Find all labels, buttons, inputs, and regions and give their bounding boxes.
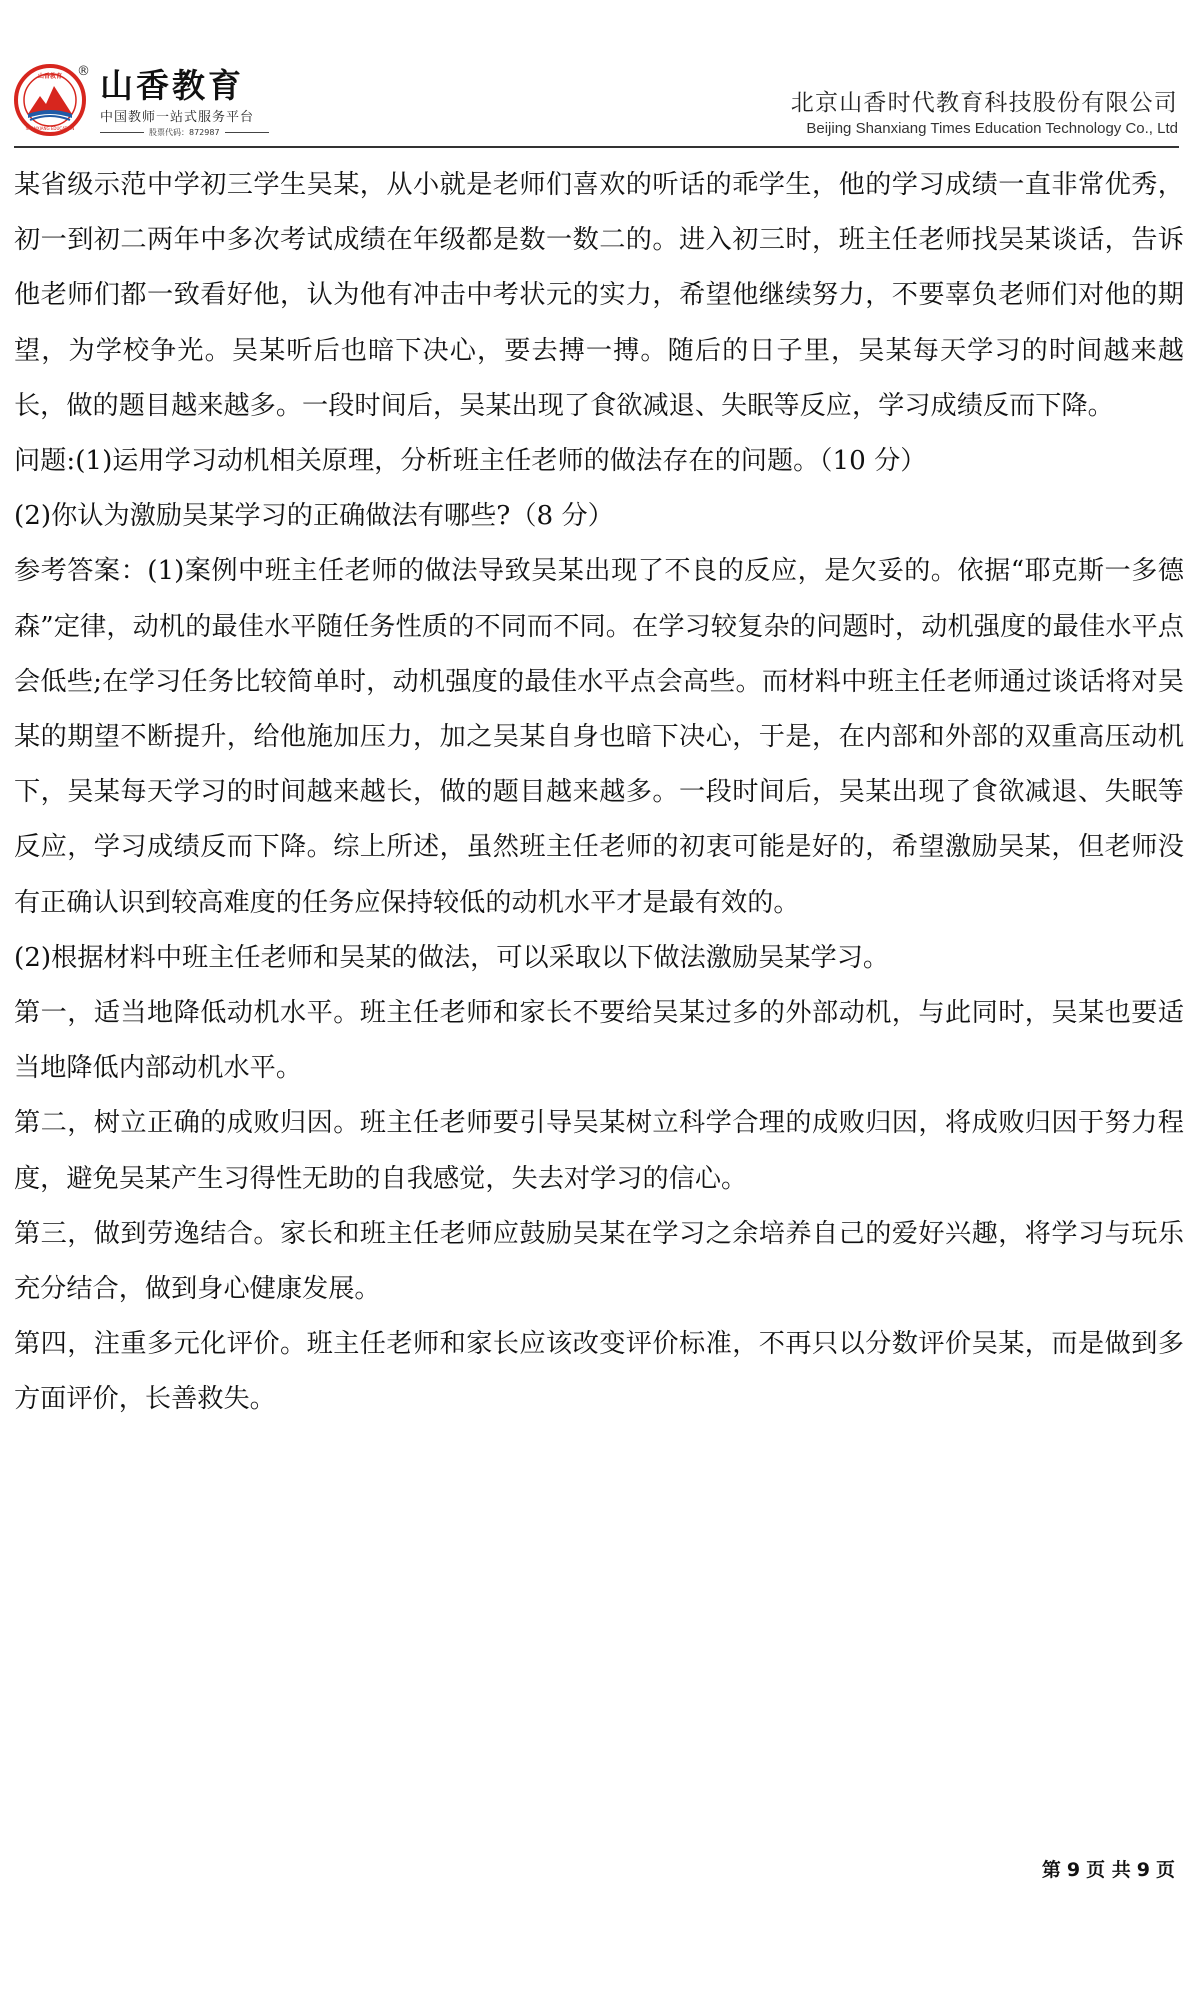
divider bbox=[225, 132, 269, 133]
shanxiang-logo-icon bbox=[14, 64, 86, 140]
logo-subtitle: 中国教师一站式服务平台 bbox=[100, 110, 255, 125]
logo-emblem-text: 山香教育 bbox=[37, 73, 63, 80]
logo-text-block bbox=[77, 64, 269, 138]
company-name-en: Beijing Shanxiang Times Education Technology Co., Ltd bbox=[806, 120, 1178, 137]
answer-2-point-2: 第二，树立正确的成败归因。班主任老师要引导吴某树立科学合理的成败归因，将成败归因于努力程度，避免吴某产生习得性无助的自我感觉，失去对学习的信心。 bbox=[14, 1108, 1184, 1194]
page-mid: 页 共 bbox=[1086, 1859, 1131, 1881]
answer-2-point-4: 第四，注重多元化评价。班主任老师和家长应该改变评价标准，不再只以分数评价吴某，而是做到多方面评价，长善救失。 bbox=[14, 1329, 1184, 1415]
stock-code: 股票代码：872987 bbox=[149, 128, 220, 137]
company-name-cn: 北京山香时代教育科技股份有限公司 bbox=[790, 90, 1178, 116]
case-paragraph: 某省级示范中学初三学生吴某，从小就是老师们喜欢的听话的乖学生，他的学习成绩一直非常优秀，初一到初二两年中多次考试成绩在年级都是数一数二的。进入初三时，班主任老师找吴某谈话，告诉他老师们都一致看好他，认为他有冲击中考状元的实力，希望他继续努力，不要辜负老师们对他的期望，为学校争光。吴某听后也暗下决心，要去搏一搏。随后的日子里，吴某每天学习的时间越来越长，做的题目越来越多。一段时间后，吴某出现了食欲减退、失眠等反应，学习成绩反而下降。 bbox=[14, 170, 1184, 421]
answer-2-point-1: 第一，适当地降低动机水平。班主任老师和家长不要给吴某过多的外部动机，与此同时，吴某也要适当地降低内部动机水平。 bbox=[14, 998, 1184, 1084]
company-info bbox=[791, 84, 1178, 137]
header-divider bbox=[14, 146, 1179, 148]
question-2: (2)你认为激励吴某学习的正确做法有哪些?（8 分） bbox=[14, 501, 614, 532]
registered-mark: ® bbox=[77, 64, 90, 79]
page-header bbox=[0, 0, 1200, 150]
answer-2-point-3: 第三，做到劳逸结合。家长和班主任老师应鼓励吴某在学习之余培养自己的爱好兴趣，将学习与玩乐充分结合，做到身心健康发展。 bbox=[14, 1218, 1184, 1305]
page-prefix: 第 bbox=[1041, 1859, 1061, 1881]
stock-code-row bbox=[100, 127, 269, 138]
page-suffix: 页 bbox=[1155, 1859, 1175, 1881]
logo-title: 山香教育 bbox=[100, 66, 244, 105]
divider bbox=[100, 132, 144, 133]
question-1: 问题:(1)运用学习动机相关原理，分析班主任老师的做法存在的问题。（10 分） bbox=[14, 446, 927, 477]
page-number bbox=[1039, 1855, 1178, 1882]
answer-2-intro: (2)根据材料中班主任老师和吴某的做法，可以采取以下做法激励吴某学习。 bbox=[14, 942, 890, 973]
answer-1: 参考答案：(1)案例中班主任老师的做法导致吴某出现了不良的反应，是欠妥的。依据“耶克斯一多德森”定律，动机的最佳水平随任务性质的不同而不同。在学习较复杂的问题时，动机强度的最佳水平点会低些;在学习任务比较简单时，动机强度的最佳水平点会高些。而材料中班主任老师通过谈话将对吴某的期望不断提升，给他施加压力，加之吴某自身也暗下决心，于是，在内部和外部的双重高压动机下，吴某每天学习的时间越来越长，做的题目越来越多。一段时间后，吴某出现了食欲减退、失眠等反应，学习成绩反而下降。综上所述，虽然班主任老师的初衷可能是好的，希望激励吴某，但老师没有正确认识到较高难度的任务应保持较低的动机水平才是最有效的。 bbox=[14, 556, 1184, 918]
document-body bbox=[14, 158, 1184, 1428]
total-pages: 9 bbox=[1136, 1859, 1150, 1881]
current-page: 9 bbox=[1066, 1859, 1081, 1881]
logo-emblem-sub: SHANXIANG EDUCATION bbox=[25, 126, 75, 131]
